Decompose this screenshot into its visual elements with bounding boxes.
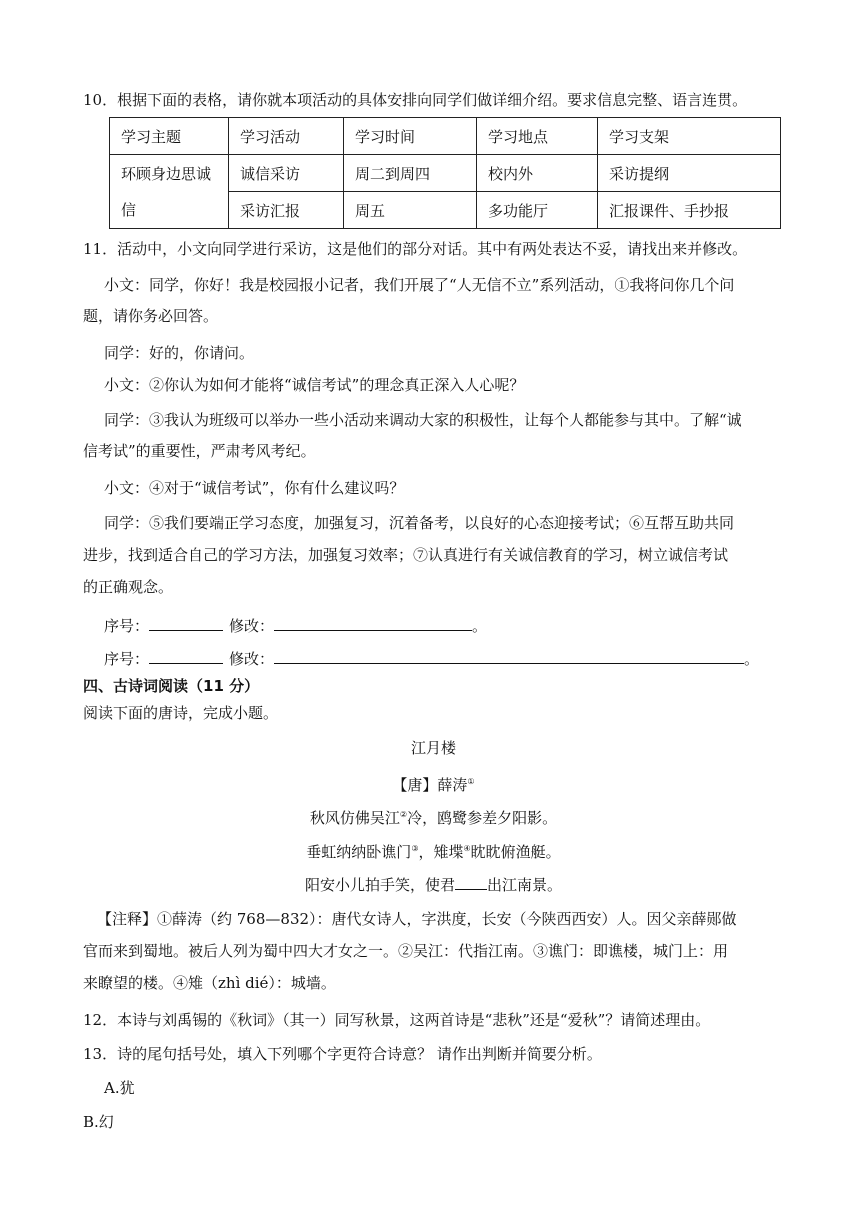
dialogue-line: 同学：⑤我们要端正学习态度，加强复习，沉着备考，以良好的心态迎接考试；⑥互帮互助共同	[104, 514, 735, 532]
verse-text: 眈眈俯渔艇。	[470, 843, 561, 861]
dialogue-line: 小文：②你认为如何才能将“诚信考试”的理念真正深入人心呢？	[104, 376, 525, 394]
period: 。	[744, 650, 760, 668]
dialogue-line: 的正确观念。	[83, 578, 174, 596]
verse-text: 出江南景。	[487, 876, 563, 894]
poem-verse	[0, 839, 867, 862]
verse-text: ，雉堞	[418, 843, 464, 861]
table-cell: 多功能厅	[477, 192, 598, 229]
table-header-row	[110, 118, 781, 155]
q10-prompt: 10．根据下面的表格，请你就本项活动的具体安排向同学们做详细介绍。要求信息完整、语言连贯。	[83, 91, 748, 109]
table-cell: 校内外	[477, 155, 598, 192]
table-header-cell: 学习地点	[477, 118, 598, 155]
verse-text: 冷，鸥鹭参差夕阳影。	[407, 809, 558, 827]
table-row	[110, 155, 781, 192]
poem-author-text: 【唐】薛涛	[392, 776, 468, 794]
table-header-cell: 学习支架	[598, 118, 781, 155]
seq-label: 序号：	[104, 617, 150, 635]
q13-prompt: 13．诗的尾句括号处，填入下列哪个字更符合诗意？ 请作出判断并简要分析。	[83, 1045, 602, 1063]
dialogue-line: 进步，找到适合自己的学习方法，加强复习效率；⑦认真进行有关诚信教育的学习，树立诚信考试	[83, 546, 729, 564]
seq-blank[interactable]	[149, 647, 223, 664]
table-header-cell: 学习时间	[344, 118, 477, 155]
verse-text: 垂虹纳纳卧谯门	[306, 843, 412, 861]
poem-author	[0, 772, 867, 795]
table-cell: 采访提纲	[598, 155, 781, 192]
table-cell: 诚信采访	[229, 155, 344, 192]
q12-prompt: 12．本诗与刘禹锡的《秋词》（其一）同写秋景，这两首诗是“悲秋”还是“爱秋”？请简述理由。	[83, 1011, 711, 1029]
fix-label: 修改：	[229, 650, 275, 668]
section-intro: 阅读下面的唐诗，完成小题。	[83, 704, 279, 722]
table-header-cell: 学习主题	[110, 118, 229, 155]
dialogue-line: 题，请你务必回答。	[83, 307, 219, 325]
answer-line-2	[104, 647, 804, 669]
period: 。	[472, 617, 488, 635]
dialogue-line: 小文：④对于“诚信考试”，你有什么建议吗？	[104, 479, 405, 497]
poem-verse	[0, 873, 867, 895]
table-cell: 采访汇报	[229, 192, 344, 229]
option-a: A.犹	[104, 1079, 135, 1097]
q11-prompt: 11．活动中，小文向同学进行采访，这是他们的部分对话。其中有两处表达不妥，请找出来并修改。	[83, 240, 748, 258]
table-topic-cell: 环顾身边思诚信	[110, 155, 229, 229]
verse-text: 阳安小儿拍手笑，使君	[304, 876, 455, 894]
table-cell: 周二到周四	[344, 155, 477, 192]
annotation-line: 【注释】①薛涛（约 768—832）：唐代女诗人，字洪度，长安（今陕西西安）人。因父亲薛郧做	[97, 910, 737, 928]
activity-table	[109, 117, 781, 229]
dialogue-line: 同学：③我认为班级可以举办一些小活动来调动大家的积极性，让每个人都能参与其中。了解“诚	[104, 411, 742, 429]
note-mark: ③	[411, 844, 419, 853]
dialogue-line: 同学：好的，你请问。	[104, 344, 255, 362]
note-mark: ②	[399, 810, 408, 819]
table-cell: 周五	[344, 192, 477, 229]
dialogue-line: 信考试”的重要性，严肃考风考纪。	[83, 442, 316, 460]
section-heading: 四、古诗词阅读（11 分）	[83, 677, 260, 695]
note-mark: ①	[467, 777, 475, 786]
fix-blank[interactable]	[274, 614, 472, 631]
answer-line-1	[104, 614, 804, 636]
seq-label: 序号：	[104, 650, 150, 668]
seq-blank[interactable]	[149, 614, 223, 631]
annotation-line: 来瞭望的楼。④雉（zhì dié）：城墙。	[83, 974, 336, 992]
poem-title: 江月楼	[410, 739, 456, 757]
note-mark: ④	[463, 844, 471, 853]
fix-label: 修改：	[229, 617, 275, 635]
dialogue-line: 小文：同学，你好！我是校园报小记者，我们开展了“人无信不立”系列活动，①我将问你几个问	[104, 276, 735, 294]
verse-blank[interactable]	[455, 873, 487, 890]
annotation-line: 官而来到蜀地。被后人列为蜀中四大才女之一。②吴江：代指江南。③谯门：即谯楼，城门上：用	[83, 942, 729, 960]
fix-blank[interactable]	[274, 647, 744, 664]
table-cell: 汇报课件、手抄报	[598, 192, 781, 229]
option-b: B.幻	[83, 1113, 114, 1131]
table-header-cell: 学习活动	[229, 118, 344, 155]
verse-text: 秋风仿佛吴江	[309, 809, 400, 827]
poem-verse	[0, 805, 867, 828]
